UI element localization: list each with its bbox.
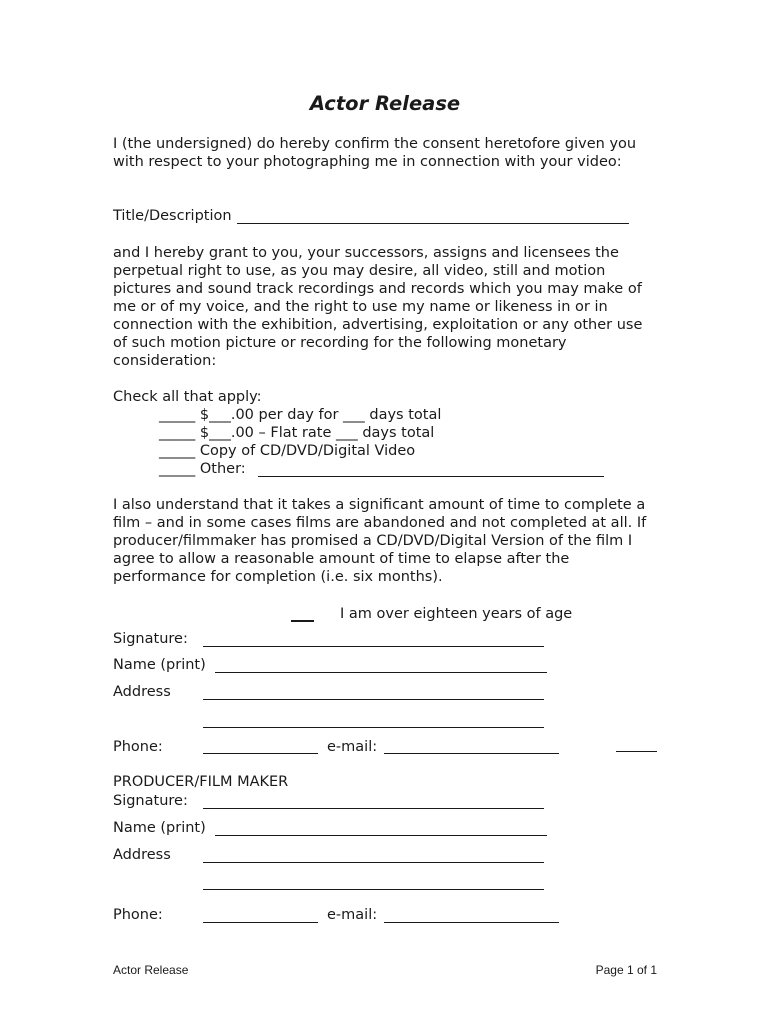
title-description-field[interactable] bbox=[237, 223, 629, 224]
producer-address-field-1[interactable] bbox=[203, 862, 544, 863]
producer-email-label: e-mail: bbox=[327, 907, 378, 923]
producer-address-field-2[interactable] bbox=[203, 889, 544, 890]
footer-page-number: Page 1 of 1 bbox=[595, 963, 657, 977]
age-checkbox-line[interactable] bbox=[291, 620, 314, 622]
producer-phone-label: Phone: bbox=[113, 907, 163, 923]
actor-signature-field[interactable] bbox=[203, 646, 544, 647]
intro-paragraph: I (the undersigned) do hereby confirm the consent heretofore given you with respect to your photographing me in connection with your video: bbox=[113, 136, 637, 170]
actor-address-label: Address bbox=[113, 684, 171, 700]
option-copy-video[interactable]: _____ Copy of CD/DVD/Digital Video bbox=[159, 443, 416, 459]
actor-phone-label: Phone: bbox=[113, 739, 163, 755]
producer-signature-label: Signature: bbox=[113, 793, 188, 809]
producer-address-label: Address bbox=[113, 847, 171, 863]
check-all-heading: Check all that apply: bbox=[113, 389, 262, 405]
option-per-day[interactable]: _____ $___.00 per day for ___ days total bbox=[159, 407, 442, 423]
footer-left: Actor Release bbox=[113, 963, 189, 977]
age-statement: I am over eighteen years of age bbox=[340, 606, 573, 622]
actor-signature-label: Signature: bbox=[113, 631, 188, 647]
actor-address-field-1[interactable] bbox=[203, 699, 544, 700]
actor-name-field[interactable] bbox=[215, 672, 547, 673]
producer-name-label: Name (print) bbox=[113, 820, 206, 836]
actor-address-field-2[interactable] bbox=[203, 727, 544, 728]
understand-paragraph: I also understand that it takes a significant amount of time to complete a film – and in some cases films are abandoned and not completed at all. If producer/filmmaker has promised a CD/DVD/Digital Version of the film I agree to allow a reasonable amount of time to elapse after the performance for completion (i.e. six months). bbox=[113, 497, 647, 585]
grant-paragraph: and I hereby grant to you, your successors, assigns and licensees the perpetual right to use, as you may desire, all video, still and motion pictures and sound track recordings and records which you may make of me or of my voice, and the right to use my name or likeness in or in connection with the exhibition, advertising, exploitation or any other use of such motion picture or recording for the following monetary consideration: bbox=[113, 245, 643, 369]
option-other[interactable]: _____ Other: bbox=[159, 461, 246, 477]
actor-email-field[interactable] bbox=[384, 753, 559, 754]
producer-heading: PRODUCER/FILM MAKER bbox=[113, 774, 289, 790]
producer-phone-field[interactable] bbox=[203, 922, 318, 923]
producer-signature-field[interactable] bbox=[203, 808, 544, 809]
other-field[interactable] bbox=[258, 476, 604, 477]
extra-blank-line[interactable] bbox=[616, 751, 657, 752]
actor-name-label: Name (print) bbox=[113, 657, 206, 673]
title-description-label: Title/Description bbox=[113, 208, 232, 224]
actor-email-label: e-mail: bbox=[327, 739, 378, 755]
producer-name-field[interactable] bbox=[215, 835, 547, 836]
producer-email-field[interactable] bbox=[384, 922, 559, 923]
actor-phone-field[interactable] bbox=[203, 753, 318, 754]
document-title: Actor Release bbox=[309, 92, 461, 115]
option-flat-rate[interactable]: _____ $___.00 – Flat rate ___ days total bbox=[159, 425, 435, 441]
